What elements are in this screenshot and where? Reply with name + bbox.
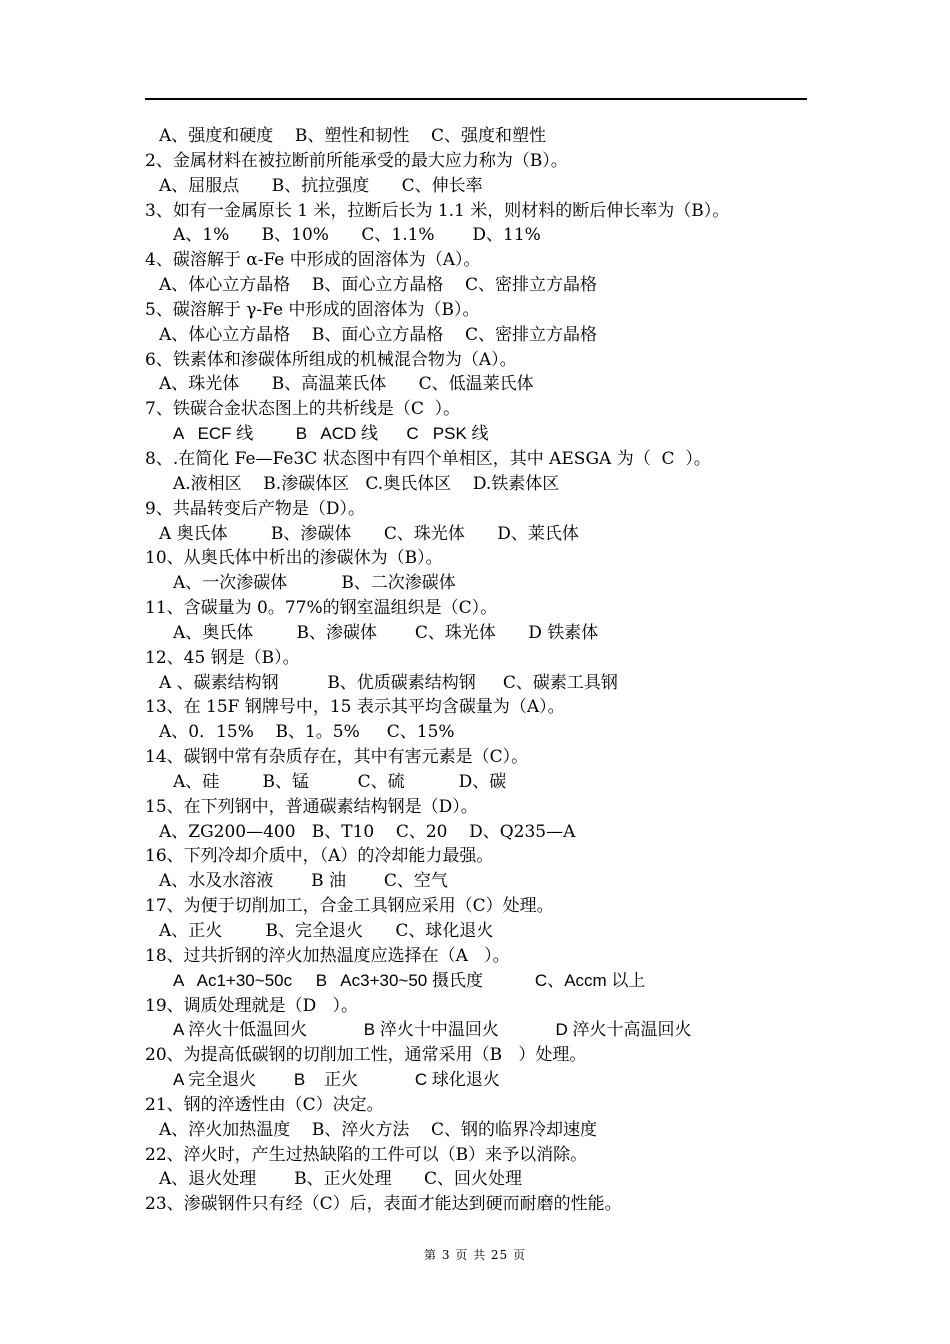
- question-list: [145, 124, 815, 1217]
- answer-options: A 完全退火 B 正火 C 球化退火: [173, 1070, 500, 1090]
- question-text: 17、为便于切削加工，合金工具钢应采用（C）处理。: [145, 896, 554, 917]
- answer-options: A Ac1+30~50c B Ac3+30~50 摄氏度 C、Accm 以上: [173, 970, 646, 990]
- answer-options: A、屈服点 B、抗拉强度 C、伸长率: [159, 175, 483, 196]
- question-text: 20、为提高低碳钢的切削加工性，通常采用（B ）处理。: [145, 1045, 587, 1066]
- question-text: 2、金属材料在被拉断前所能承受的最大应力称为（B）。: [145, 150, 568, 171]
- page-footer: 第 3 页 共 25 页: [424, 1248, 526, 1262]
- answer-options: A 淬火十低温回火 B 淬火十中温回火 D 淬火十高温回火: [173, 1020, 692, 1040]
- question-text: 9、共晶转变后产物是（D）。: [145, 498, 365, 519]
- question-text: 15、在下列钢中，普通碳素结构钢是（D）。: [145, 796, 478, 817]
- answer-options: A、奥氏体 B、渗碳体 C、珠光体 D 铁素体: [173, 622, 599, 643]
- answer-options: A 、碳素结构钢 B、优质碳素结构钢 C、碳素工具钢: [159, 672, 618, 693]
- answer-options: A ECF 线 B ACD 线 C PSK 线: [173, 424, 489, 444]
- question-text: 7、铁碳合金状态图上的共析线是（C ）。: [145, 399, 461, 420]
- answer-options: A 奥氏体 B、渗碳体 C、珠光体 D、莱氏体: [159, 523, 579, 544]
- question-text: 4、碳溶解于 α-Fe 中形成的固溶体为（A）。: [145, 250, 481, 271]
- question-text: 23、渗碳钢件只有经（C）后，表面才能达到硬而耐磨的性能。: [145, 1194, 622, 1215]
- answer-options: A、ZG200—400 B、T10 C、20 D、Q235—A: [159, 821, 576, 842]
- answer-options: A、1% B、10% C、1.1% D、11%: [173, 225, 541, 246]
- question-text: 8、.在简化 Fe—Fe3C 状态图中有四个单相区，其中 AESGA 为（ C ）。: [145, 448, 711, 469]
- answer-options: A、体心立方晶格 B、面心立方晶格 C、密排立方晶格: [159, 324, 598, 345]
- answer-options: A、正火 B、完全退火 C、球化退火: [159, 921, 494, 941]
- answer-options: A、水及水溶液 B 油 C、空气: [159, 871, 448, 892]
- question-text: 19、调质处理就是（D ）。: [145, 995, 358, 1016]
- answer-options: A、体心立方晶格 B、面心立方晶格 C、密排立方晶格: [159, 275, 598, 296]
- answer-options: A、退火处理 B、正火处理 C、回火处理: [159, 1169, 523, 1190]
- answer-options: A、一次渗碳体 B、二次渗碳体: [173, 573, 456, 594]
- answer-options: A.液相区 B.渗碳体区 C.奥氏体区 D.铁素体区: [173, 473, 560, 494]
- question-text: 6、铁素体和渗碳体所组成的机械混合物为（A）。: [145, 349, 517, 370]
- answer-options: A、强度和硬度 B、塑性和韧性 C、强度和塑性: [159, 126, 547, 146]
- answer-options: A、珠光体 B、高温莱氏体 C、低温莱氏体: [159, 374, 534, 395]
- question-text: 5、碳溶解于 γ-Fe 中形成的固溶体为（B）。: [145, 299, 480, 320]
- question-text: 12、45 钢是（B）。: [145, 647, 300, 668]
- answer-options: A、硅 B、锰 C、硫 D、碳: [173, 771, 507, 792]
- question-text: 21、钢的淬透性由（C）决定。: [145, 1094, 384, 1115]
- question-text: 10、从奥氏体中析出的渗碳休为（B）。: [145, 548, 443, 569]
- question-text: 11、含碳量为 0。77%的钢室温组织是（C）。: [145, 598, 498, 619]
- answer-options: A、0．15% B、1。5% C、15%: [159, 722, 455, 743]
- question-text: 13、在 15F 钢牌号中，15 表示其平均含碳量为（A）。: [145, 697, 565, 718]
- question-text: 22、淬火时，产生过热缺陷的工件可以（B）来予以消除。: [145, 1144, 588, 1165]
- question-text: 16、下列冷却介质中，（A）的冷却能力最强。: [145, 846, 494, 867]
- question-text: 14、碳钢中常有杂质存在，其中有害元素是（C）。: [145, 747, 529, 768]
- answer-options: A、淬火加热温度 B、淬火方法 C、钢的临界冷却速度: [159, 1119, 598, 1140]
- question-text: 3、如有一金属原长 1 米，拉断后长为 1.1 米，则材料的断后伸长率为（B）。: [145, 200, 730, 221]
- header-rule: [145, 98, 807, 100]
- question-text: 18、过共折钢的淬火加热温度应选择在（A ）。: [145, 945, 510, 966]
